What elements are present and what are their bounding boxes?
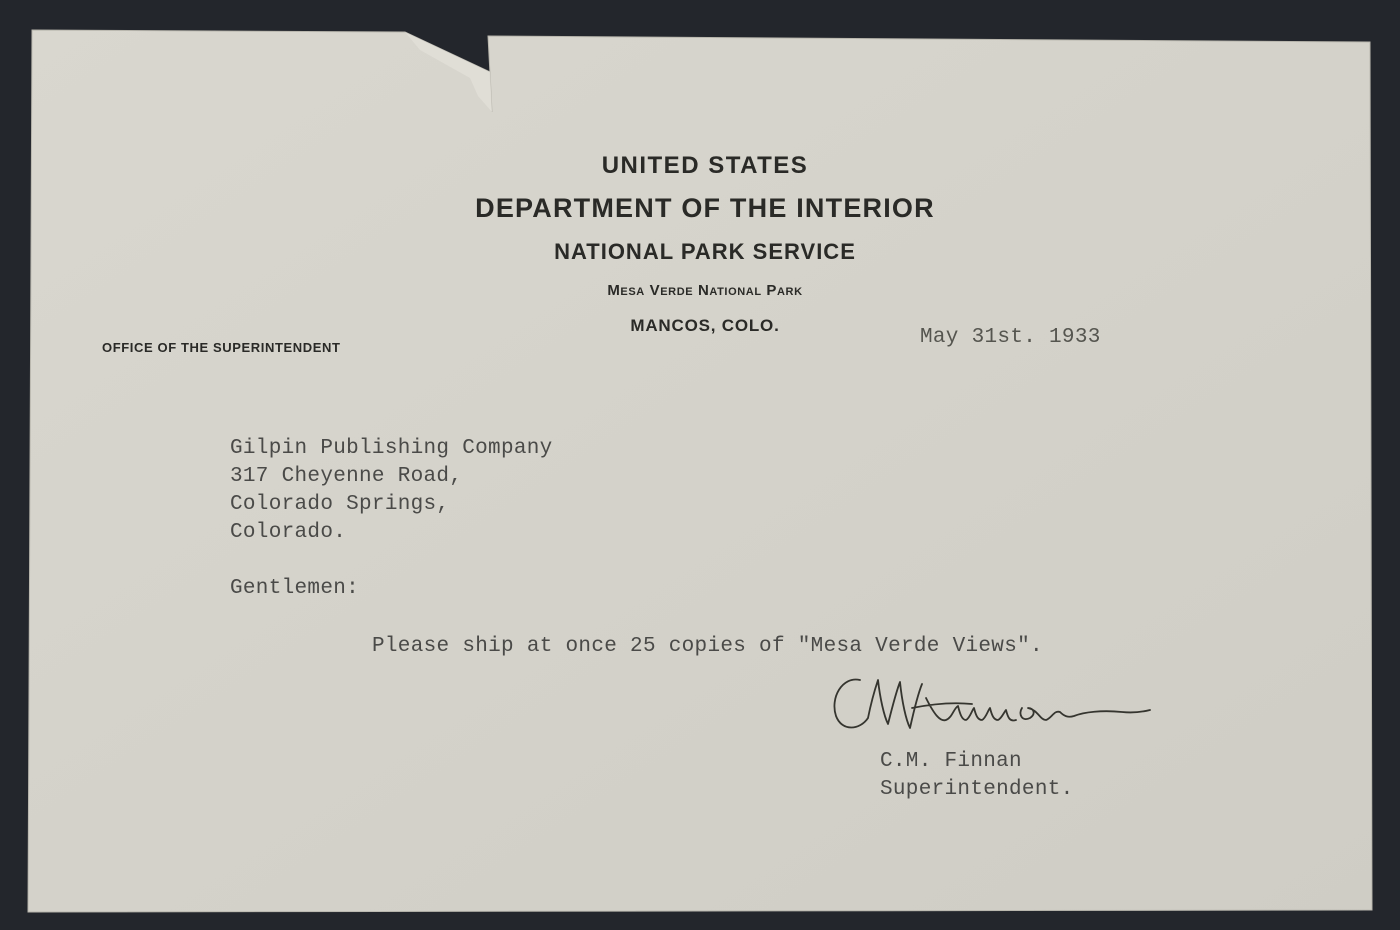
recipient-state: Colorado.	[230, 521, 347, 544]
recipient-street: 317 Cheyenne Road,	[230, 465, 463, 488]
office-label: OFFICE OF THE SUPERINTENDENT	[102, 340, 341, 355]
letterhead-park: Mesa Verde National Park	[607, 282, 803, 299]
handwritten-signature	[822, 668, 1172, 748]
letterhead-service: NATIONAL PARK SERVICE	[554, 239, 856, 264]
letterhead-department: DEPARTMENT OF THE INTERIOR	[475, 193, 935, 223]
letterhead-location: MANCOS, COLO.	[630, 316, 780, 335]
letter-body: Please ship at once 25 copies of "Mesa Verde Views".	[372, 635, 1043, 658]
recipient-city: Colorado Springs,	[230, 493, 450, 516]
salutation: Gentlemen:	[230, 577, 360, 600]
letter-date: May 31st. 1933	[920, 326, 1101, 349]
signatory-name: C.M. Finnan	[880, 750, 1022, 773]
recipient-name: Gilpin Publishing Company	[230, 437, 553, 460]
signatory-title: Superintendent.	[880, 778, 1074, 801]
letterhead-country: UNITED STATES	[601, 152, 809, 179]
